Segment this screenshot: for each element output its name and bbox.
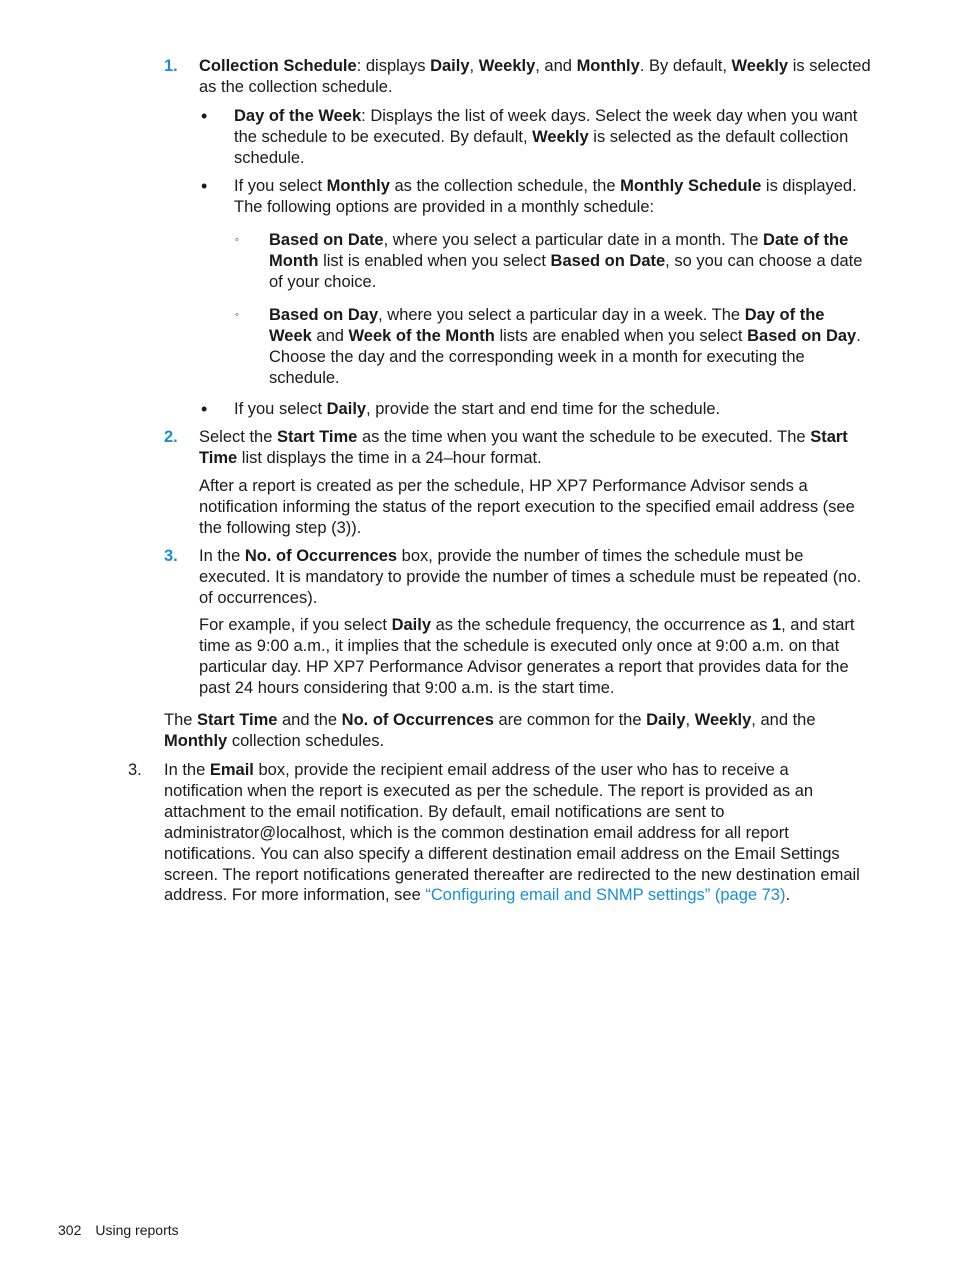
text-run: . By default, bbox=[639, 57, 732, 75]
bold-term: Date of the Month bbox=[269, 231, 849, 270]
text-run: as the time when you want the schedule to be executed. The bbox=[357, 428, 811, 446]
text-run: In the bbox=[164, 761, 210, 779]
bold-term: Daily bbox=[430, 57, 470, 75]
bold-term: Weekly bbox=[731, 57, 789, 75]
text-run: For example, if you select bbox=[199, 616, 392, 634]
text-run: : displays bbox=[356, 57, 431, 75]
step-start-time bbox=[199, 427, 871, 469]
bold-term: No. of Occurrences bbox=[341, 711, 494, 729]
text-run: and bbox=[311, 326, 349, 345]
page-number: 302 bbox=[58, 1222, 82, 1238]
bold-term: Based on Date bbox=[269, 231, 384, 249]
text-run: box, provide the number of times the schedule must be executed. It is mandatory to provide the number of times a schedule must be repeated (no. of occurrences). bbox=[199, 547, 862, 607]
text-run: , and the bbox=[751, 711, 816, 729]
bold-term: Monthly Schedule bbox=[620, 177, 762, 195]
bold-term: Daily bbox=[326, 400, 367, 418]
bold-term: Daily bbox=[646, 711, 686, 729]
bold-term: No. of Occurrences bbox=[244, 547, 398, 565]
bullet-icon: • bbox=[201, 399, 208, 419]
text-run: . bbox=[785, 886, 791, 905]
bold-term: 1 bbox=[771, 616, 782, 634]
text-run: If you select bbox=[234, 177, 327, 195]
text-run: , and start time as 9:00 a.m., it implies that the schedule is executed only once at 9:00 a.m. on that particular day. HP XP7 Performance Advisor generates a report that provides data for the past 24 hours considering that 9:00 a.m. is the start time. bbox=[199, 616, 855, 697]
circle-bullet-icon: ◦ bbox=[235, 309, 239, 321]
step-occurrences bbox=[199, 546, 871, 609]
step-number: 3. bbox=[164, 547, 178, 565]
step-collection-schedule bbox=[199, 56, 871, 98]
bullet-day-of-week bbox=[234, 106, 872, 169]
text-run: are common for the bbox=[493, 711, 647, 729]
step-number: 1. bbox=[164, 57, 178, 75]
text-run: After a report is created as per the schedule, HP XP7 Performance Advisor sends a notification informing the status of the report execution to the specified email address (see the following step (3)). bbox=[199, 477, 855, 537]
text-run: collection schedules. bbox=[227, 731, 385, 750]
text-run: : Displays the list of week days. Select the week day when you want the schedule to be executed. By default, bbox=[234, 107, 858, 146]
bold-term: Monthly bbox=[326, 177, 390, 195]
bold-term: Monthly bbox=[576, 57, 640, 75]
step-start-time-note bbox=[199, 476, 871, 539]
bold-term: Start Time bbox=[276, 428, 358, 446]
text-run: is selected as the default collection schedule. bbox=[234, 127, 849, 167]
bold-term: Start Time bbox=[197, 711, 278, 729]
bold-term: Weekly bbox=[694, 711, 752, 729]
text-run: and the bbox=[277, 711, 342, 729]
text-run: In the bbox=[199, 547, 245, 565]
text-run: The bbox=[164, 711, 198, 729]
bold-term: Based on Date bbox=[550, 251, 666, 270]
bold-term: Day of the Week bbox=[234, 107, 362, 125]
bold-term: Email bbox=[209, 761, 254, 779]
bold-term: Collection Schedule bbox=[199, 57, 357, 75]
text-run: , provide the start and end time for the schedule. bbox=[366, 400, 721, 418]
step-number: 2. bbox=[164, 428, 178, 446]
section-title: Using reports bbox=[95, 1222, 179, 1238]
subbullet-based-on-day bbox=[269, 305, 871, 389]
text-run: lists are enabled when you select bbox=[494, 326, 748, 345]
bullet-monthly bbox=[234, 176, 872, 218]
bullet-icon: • bbox=[201, 176, 208, 196]
bold-term: Based on Day bbox=[747, 326, 857, 345]
text-run: If you select bbox=[234, 400, 327, 418]
common-note bbox=[164, 710, 871, 752]
bold-term: Weekly bbox=[532, 127, 589, 146]
text-run: , so you can choose a date of your choice. bbox=[269, 251, 863, 291]
text-run: as the schedule frequency, the occurrence as bbox=[431, 616, 772, 634]
bold-term: Weekly bbox=[478, 57, 536, 75]
bullet-daily bbox=[234, 399, 872, 420]
text-run: Select the bbox=[199, 428, 277, 446]
bold-term: Start Time bbox=[199, 428, 848, 467]
bold-term: Monthly bbox=[164, 731, 228, 750]
text-run: , where you select a particular date in a month. The bbox=[383, 231, 764, 249]
text-run: . Choose the day and the corresponding week in a month for executing the schedule. bbox=[269, 326, 861, 387]
text-run: is selected as the collection schedule. bbox=[199, 57, 871, 96]
bold-term: Day of the Week bbox=[269, 306, 825, 345]
text-run: is displayed. The following options are provided in a monthly schedule: bbox=[234, 177, 857, 216]
text-run: list is enabled when you select bbox=[318, 251, 551, 270]
outer-step-number: 3. bbox=[128, 761, 142, 779]
text-run: as the collection schedule, the bbox=[389, 177, 621, 195]
text-run: , and bbox=[535, 57, 577, 75]
bold-term: Week of the Month bbox=[348, 326, 495, 345]
text-run: , bbox=[469, 57, 479, 75]
bullet-icon: • bbox=[201, 106, 208, 126]
page-footer bbox=[58, 1222, 179, 1238]
bold-term: Daily bbox=[391, 616, 432, 634]
text-run: , bbox=[685, 711, 695, 729]
step-occurrences-example bbox=[199, 615, 871, 699]
text-run: , where you select a particular day in a week. The bbox=[378, 306, 745, 324]
step-email bbox=[164, 760, 871, 906]
subbullet-based-on-date bbox=[269, 230, 871, 293]
circle-bullet-icon: ◦ bbox=[235, 234, 239, 246]
text-run: list displays the time in a 24–hour format. bbox=[237, 448, 542, 467]
bold-term: Based on Day bbox=[269, 306, 379, 324]
text-run: box, provide the recipient email address of the user who has to receive a notification when the report is executed as per the schedule. The report is provided as an attachment to the email notification. By default, email notifications are sent to administrator@localhost, which is the common destination email address for all report notifications. You can also specify a different destination email address on the Email Settings screen. The report notifications generated thereafter are redirected to the new destination email address. For more information, see bbox=[164, 761, 860, 905]
cross-reference-link[interactable]: “Configuring email and SNMP settings” (page 73) bbox=[425, 886, 786, 905]
